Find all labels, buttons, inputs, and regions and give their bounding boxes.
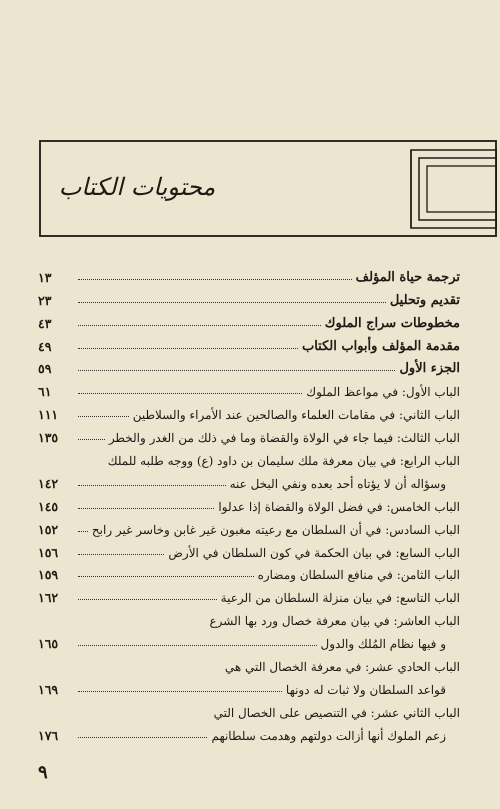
toc-entry-title: قواعد السلطان ولا ثبات له دونها [285,682,446,697]
toc-entry-page: ٤٩ [38,338,52,354]
dot-leader [78,645,317,646]
toc-entry-title: مخطوطات سراج الملوك [324,315,460,331]
dot-leader [78,325,321,326]
toc-entry [38,560,460,583]
toc-entry [38,605,460,628]
contents-heading: محتويات الكتاب [58,173,216,201]
toc-entry-page: ١٤٢ [38,475,59,491]
toc-entry [38,262,460,285]
dot-leader [78,531,88,532]
toc-entry [38,491,460,514]
toc-entry-title: الباب العاشر: في بيان معرفة خصال ورد بها الشرع [209,614,460,629]
toc-entry-page: ١٥٩ [38,567,59,583]
toc-entry [38,628,460,651]
toc-entry [38,308,460,331]
toc-entry-page: ٦١ [38,384,52,400]
toc-entry-title: الجزء الأول [399,361,460,377]
toc-entry [38,514,460,537]
toc-entry-page: ١٣٥ [38,430,59,446]
dot-leader [78,439,105,440]
toc-entry-title: الباب الثاني عشر: في التنصيص على الخصال التي [213,705,460,720]
dot-leader [78,554,164,555]
toc-entry-title: ترجمة حياة المؤلف [355,269,460,285]
toc-entry [38,399,460,422]
dot-leader [78,599,217,600]
toc-entry [38,354,460,377]
dot-leader [78,393,302,394]
table-of-contents [38,262,460,743]
dot-leader [78,416,129,417]
toc-entry [38,674,460,697]
dot-leader [78,348,298,349]
toc-entry-page: ٤٣ [38,315,52,331]
toc-entry-title: الباب الرابع: في بيان معرفة ملك سليمان بن داود (ع) ووجه طلبه للملك [107,454,460,469]
toc-entry [38,331,460,354]
toc-entry-title: و فيها نظام المُلك والدول [320,637,446,652]
toc-entry-page: ١٥٦ [38,544,59,560]
toc-entry-title: الباب الأول: في مواعظ الملوك [306,385,460,400]
toc-entry-title: الباب السادس: في أن السلطان مع رعيته مغبون غير غابن وخاسر غير رابح [91,522,460,537]
dot-leader [78,737,207,738]
dot-leader [78,691,282,692]
toc-entry-page: ٢٣ [38,292,52,308]
toc-entry-title: الباب الثامن: في منافع السلطان ومضاره [257,568,460,583]
toc-entry-page: ١٦٩ [38,681,59,697]
toc-entry-title: مقدمة المؤلف وأبواب الكتاب [301,338,460,354]
toc-entry-page: ١٦٥ [38,636,59,652]
dot-leader [78,279,352,280]
toc-entry [38,720,460,743]
toc-entry [38,445,460,468]
toc-entry-title: الباب الثاني: في مقامات العلماء والصالحين عند الأمراء والسلاطين [132,408,460,423]
toc-entry-page: ١٥٢ [38,521,59,537]
dot-leader [78,485,226,486]
page-number: ٩ [38,762,48,783]
toc-entry [38,468,460,491]
toc-entry [38,582,460,605]
toc-entry-page: ١٣ [38,269,52,285]
header-frame [39,140,497,237]
toc-entry [38,376,460,399]
toc-entry-title: تقديم وتحليل [389,292,460,308]
toc-entry [38,537,460,560]
dot-leader [78,302,386,303]
toc-entry-title: الباب الخامس: في فضل الولاة والقضاة إذا عدلوا [218,499,460,514]
toc-entry [38,697,460,720]
dot-leader [78,576,254,577]
toc-entry-title: زعم الملوك أنها أزالت دولتهم وهدمت سلطانهم [211,728,446,743]
toc-entry [38,285,460,308]
toc-entry-page: ١٤٥ [38,498,59,514]
toc-entry-title: الباب الحادي عشر: في معرفة الخصال التي هي [224,660,460,675]
toc-entry-page: ٥٩ [38,361,52,377]
toc-entry [38,651,460,674]
toc-entry-page: ١٧٦ [38,727,59,743]
toc-entry [38,422,460,445]
toc-entry-page: ١١١ [38,407,59,423]
toc-entry-title: الباب التاسع: في بيان منزلة السلطان من الرعية [220,591,460,606]
toc-entry-title: وسؤاله أن لا يؤتاه أحد بعده ونفي البخل عنه [229,476,446,491]
dot-leader [78,370,395,371]
toc-entry-page: ١٦٢ [38,590,59,606]
toc-entry-title: الباب السابع: في بيان الحكمة في كون السلطان في الأرض [168,545,460,560]
toc-entry-title: الباب الثالث: فيما جاء في الولاة والقضاة وما في ذلك من الغدر والخطر [108,431,460,446]
dot-leader [78,508,214,509]
